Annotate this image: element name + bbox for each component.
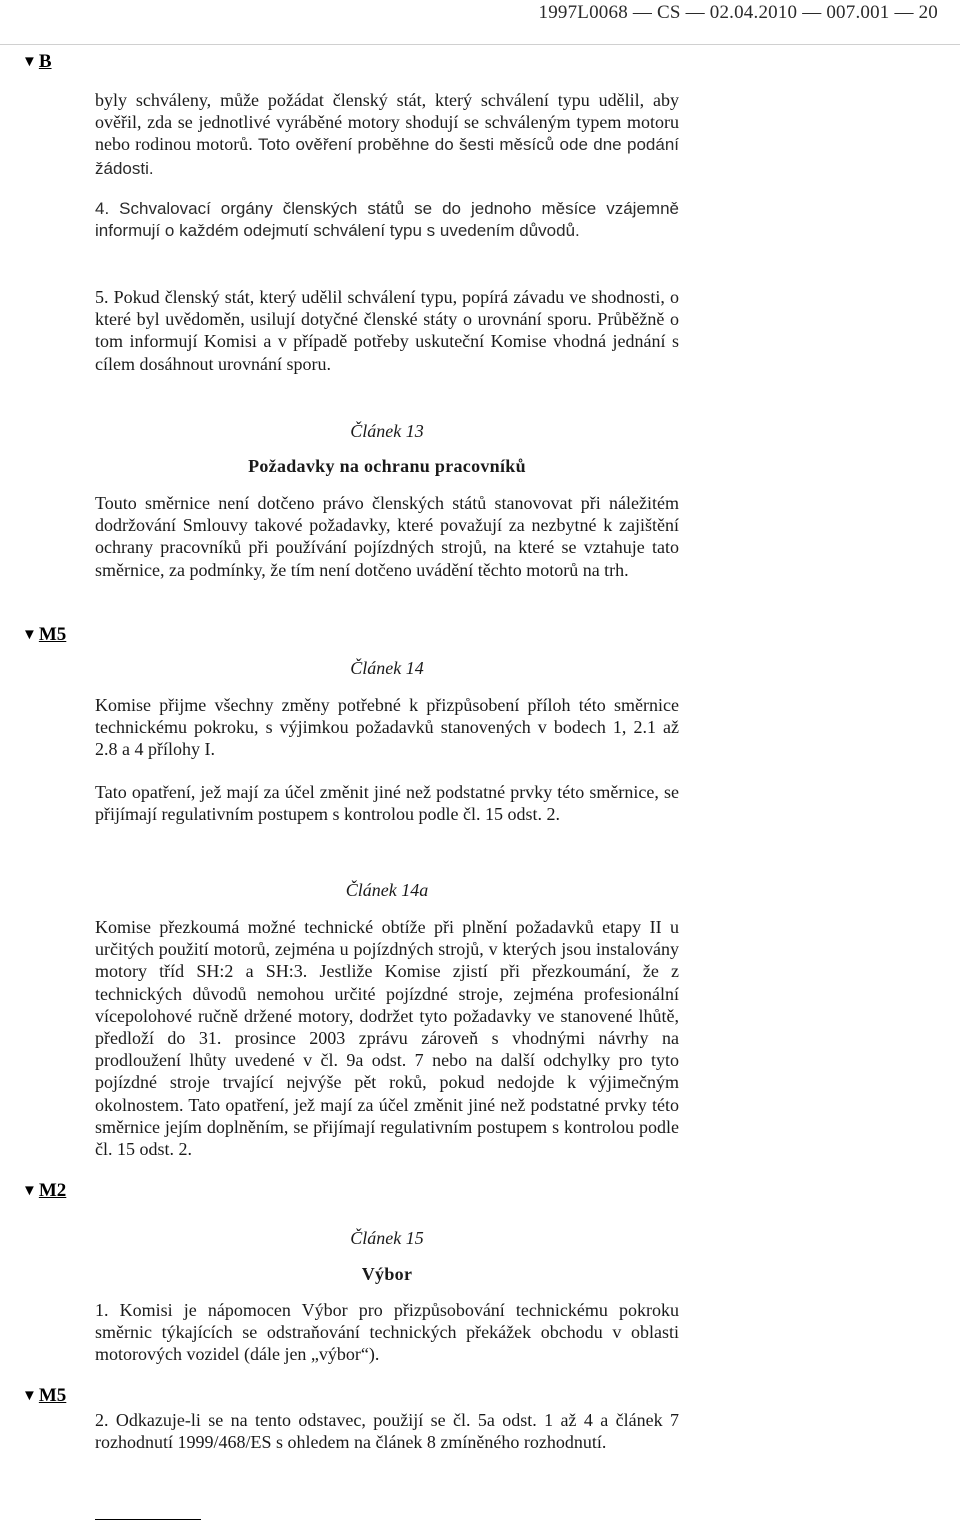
article-15-heading: Výbor: [361, 1264, 413, 1284]
marker-label: M5: [38, 1385, 67, 1406]
article-13-heading: Požadavky na ochranu pracovníků: [248, 456, 526, 476]
article-14-text-2: Tato opatření, jež mají za účel změnit jiné než podstatné prvky této směrnice, se přijímají regulativním postupem s kontrolou podle čl. 15 odst. 2.: [95, 782, 679, 825]
marker-label: B: [38, 51, 52, 72]
article-15-title: Článek 15: [350, 1228, 424, 1248]
article-13-title: Článek 13: [350, 421, 424, 441]
marker-m5-second: [22, 1385, 66, 1407]
article-14-text-1: Komise přijme všechny změny potřebné k přizpůsobení příloh této směrnice technickému pokroku, s výjimkou požadavků stanovených v bodech 1, 2.1 až 2.8 a 4 přílohy I.: [95, 695, 679, 760]
article-15-paragraph-2: 2. Odkazuje-li se na tento odstavec, použijí se čl. 5a odst. 1 až 4 a článek 7 rozhodnutí 1999/468/ES s ohledem na článek 8 zmíněného rozhodnutí.: [95, 1410, 679, 1453]
article-14a-title: Článek 14a: [345, 880, 429, 900]
footnote-separator: [95, 1519, 201, 1520]
intro-sans-text: Toto ověření proběhne do šesti měsíců ode dne podání žádosti.: [95, 135, 680, 178]
marker-m5-first: [22, 624, 66, 646]
intro-serif-text: byly schváleny, může požádat členský stát, který schválení typu udělil, aby ověřil, zda se jednotlivé vyráběné motory shodují se schváleným typem motoru nebo rodinou motorů.: [95, 90, 679, 155]
article-14a-text: Komise přezkoumá možné technické obtíže při plnění požadavků etapy II u určitých použití motorů, zejména u pojízdných strojů, v kterých jsou instalovány motory tříd SH:2 a SH:3. Jestliže Komise zjistí při přezkoumání, že z technických důvodů nemohou určité pojízdné stroje, zejména profesionální vícepolohové ručně držené motory, dodržet tyto požadavky ve stanovené lhůtě, předloží do 31. prosince 2003 zprávu zároveň s vhodnými návrhy na prodloužení lhůty uvedené v čl. 9a odst. 7 nebo na další odchylky pro tyto pojízdné stroje trvající nejvýše pět roků, pokud nedojde k výjimečným okolnostem. Tato opatření, jež mají za účel změnit jiné než podstatné prvky této směrnice jejím doplněním, se přijímají regulativním postupem s kontrolou podle čl. 15 odst. 2.: [95, 917, 679, 1160]
paragraph-4: 4. Schvalovací orgány členských států se do jednoho měsíce vzájemně informují o každém odejmutí schválení typu s uvedením důvodů.: [95, 199, 679, 241]
article-14-title: Článek 14: [350, 658, 424, 678]
paragraph-5: 5. Pokud členský stát, který udělil schválení typu, popírá závadu ve shodnosti, o které byl uvědoměn, usilují dotyčné členské státy o urovnání sporu. Průběžně o tom informují Komisi a v případě potřeby uskuteční Komise vhodná jednání s cílem dosáhnout urovnání sporu.: [95, 287, 679, 374]
article-13-text: Touto směrnice není dotčeno právo členských států stanovovat při náležitém dodržování Smlouvy takové požadavky, které považují za nezbytné k zajištění ochrany pracovníků při používání pojízdných strojů, na které se vztahuje tato směrnice, za podmínky, že tím není dotčeno uvádění těchto motorů na trh.: [95, 493, 679, 580]
marker-b: [22, 51, 52, 73]
marker-label: M2: [38, 1180, 67, 1201]
marker-m2: [22, 1180, 66, 1202]
triangle-down-icon: ▼: [22, 626, 37, 643]
article-15-paragraph-1: 1. Komisi je nápomocen Výbor pro přizpůsobování technickému pokroku směrnic týkajících se odstraňování technických překážek obchodu v oblasti motorových vozidel (dále jen „výbor“).: [95, 1300, 679, 1365]
triangle-down-icon: ▼: [22, 53, 37, 70]
document-reference: 1997L0068 — CS — 02.04.2010 — 007.001 — 20: [538, 2, 938, 23]
triangle-down-icon: ▼: [22, 1387, 37, 1404]
intro-paragraph: [95, 89, 679, 180]
marker-label: M5: [38, 624, 67, 645]
triangle-down-icon: ▼: [22, 1182, 37, 1199]
